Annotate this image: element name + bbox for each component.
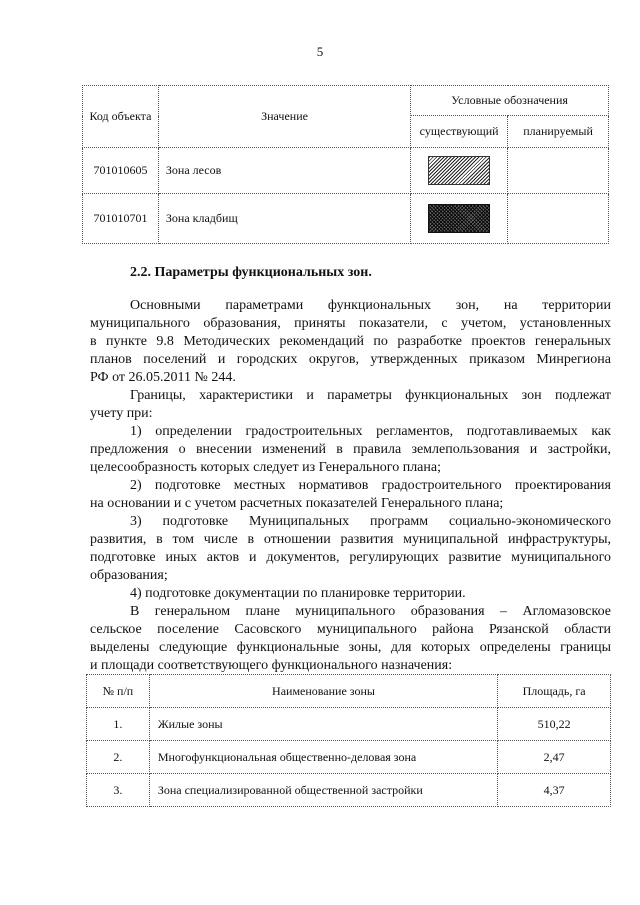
table-row	[87, 708, 611, 741]
body-line: в пункте 9.8 Методических рекомендаций по разработке проектов генеральных	[90, 334, 611, 349]
zone-area: 510,22	[498, 708, 611, 741]
body-line: выделены следующие функциональные зоны, для которых определены границы	[90, 640, 611, 655]
table-header-row	[87, 675, 611, 708]
body-line: подготовке иных актов и документов, регулирующих развитие муниципального	[90, 550, 611, 565]
body-line: образования;	[90, 568, 168, 583]
legend-header-symbols: Условные обозначения	[411, 86, 609, 116]
legend-value: Зона кладбищ	[158, 194, 410, 244]
zones-header-name: Наименование зоны	[149, 675, 497, 708]
legend-planned-cell	[508, 148, 609, 194]
zone-num: 3.	[87, 774, 150, 807]
body-line: целесообразность которых следует из Генерального плана;	[90, 460, 441, 475]
body-line: Границы, характеристики и параметры функциональных зон подлежат	[130, 388, 611, 403]
table-row	[87, 741, 611, 774]
body-line: и площади соответствующего функционального назначения:	[90, 658, 453, 673]
zone-num: 1.	[87, 708, 150, 741]
body-line: Основными параметрами функциональных зон, на территории	[130, 298, 611, 313]
body-line: муниципального образования, приняты показатели, с учетом, установленных	[90, 316, 611, 331]
legend-header-planned: планируемый	[508, 116, 609, 148]
zone-area: 2,47	[498, 741, 611, 774]
zone-area: 4,37	[498, 774, 611, 807]
zone-name: Многофункциональная общественно-деловая зона	[149, 741, 497, 774]
zones-header-num: № п/п	[87, 675, 150, 708]
body-line: В генеральном плане муниципального образования – Агломазовское	[130, 604, 611, 619]
body-line: сельское поселение Сасовского муниципального района Рязанской области	[90, 622, 611, 637]
table-row	[87, 774, 611, 807]
zone-name: Жилые зоны	[149, 708, 497, 741]
legend-header-existing: существующий	[411, 116, 508, 148]
zones-header-area: Площадь, га	[498, 675, 611, 708]
body-line: 4) подготовке документации по планировке территории.	[130, 586, 466, 601]
zones-table	[86, 674, 611, 807]
body-line: планов поселений и городских округов, утвержденных приказом Минрегиона	[90, 352, 611, 367]
body-line: на основании и с учетом расчетных показателей Генерального плана;	[90, 496, 504, 511]
page-number: 5	[316, 44, 324, 59]
body-line: предложения о внесении изменений в правила землепользования и застройки,	[90, 442, 611, 457]
legend-code: 701010701	[83, 194, 159, 244]
table-row	[83, 194, 609, 244]
section-heading: 2.2. Параметры функциональных зон.	[130, 265, 372, 280]
body-line: 1) определении градостроительных регламентов, подготавливаемых как	[130, 424, 611, 439]
legend-table	[82, 85, 609, 244]
legend-value: Зона лесов	[158, 148, 410, 194]
body-line: учету при:	[90, 406, 153, 421]
body-line: развития, в том числе в отношении развития муниципальной инфраструктуры,	[90, 532, 611, 547]
body-line: РФ от 26.05.2011 № 244.	[90, 370, 236, 385]
cemetery-crosshatch-swatch	[428, 204, 490, 233]
legend-header-code: Код объекта	[83, 86, 159, 148]
forest-hatch-swatch	[428, 156, 490, 185]
zone-num: 2.	[87, 741, 150, 774]
legend-header-value: Значение	[158, 86, 410, 148]
body-line: 2) подготовке местных нормативов градостроительного проектирования	[130, 478, 611, 493]
zone-name: Зона специализированной общественной застройки	[149, 774, 497, 807]
body-line: 3) подготовке Муниципальных программ социально-экономического	[130, 514, 611, 529]
legend-planned-cell	[508, 194, 609, 244]
legend-code: 701010605	[83, 148, 159, 194]
table-row	[83, 148, 609, 194]
